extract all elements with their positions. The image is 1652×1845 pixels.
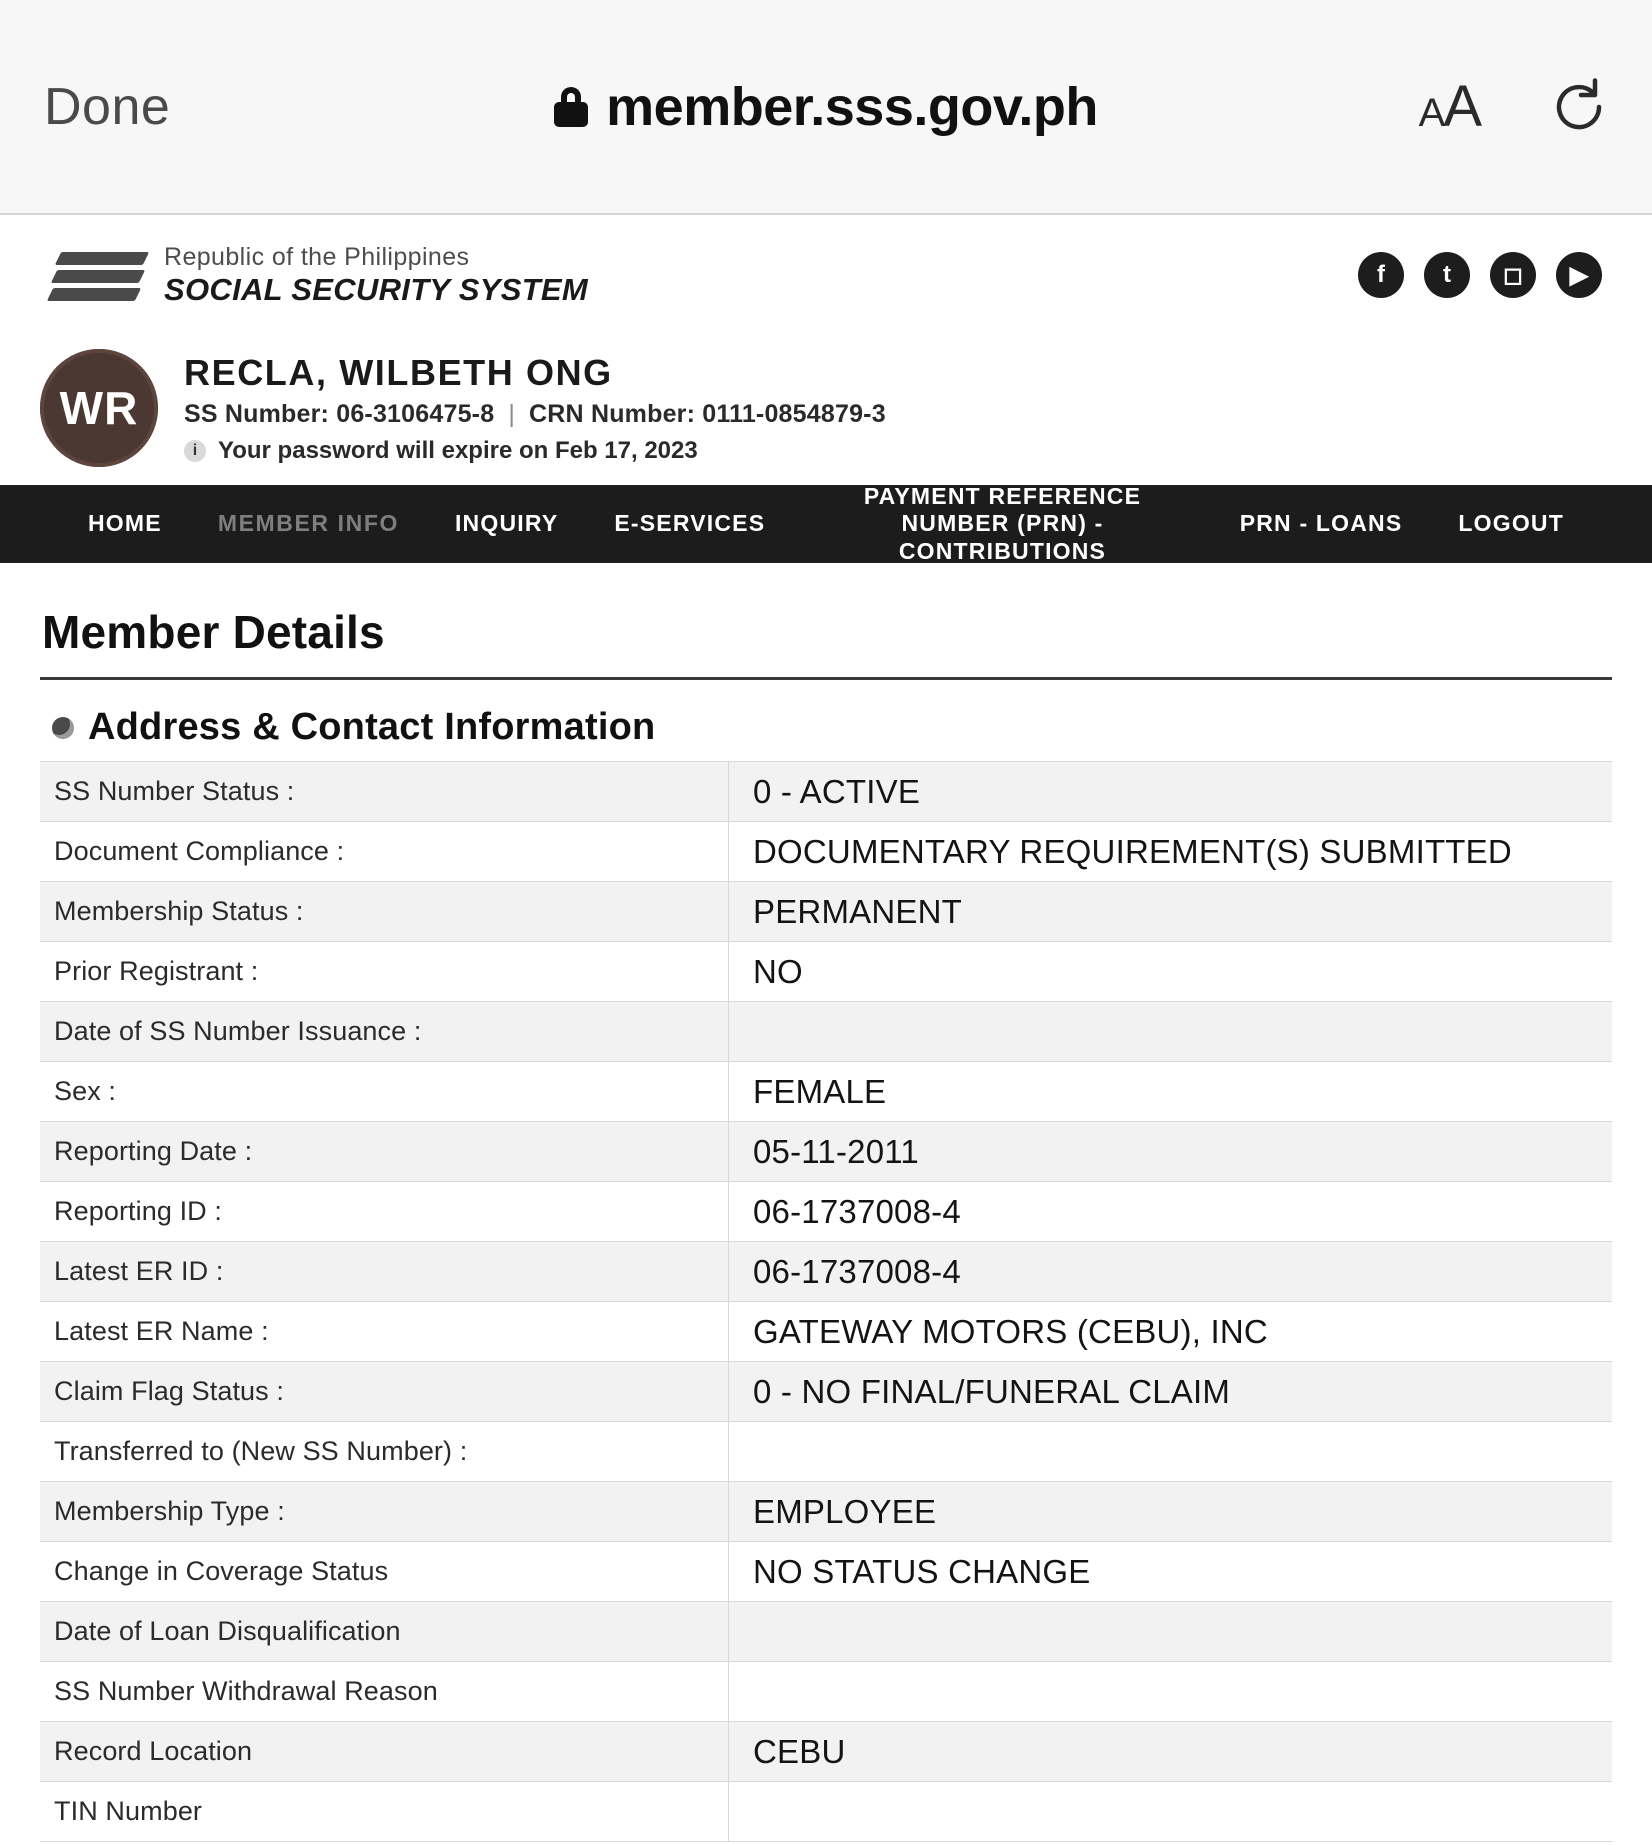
password-expiry-notice — [184, 437, 886, 465]
section-bullet-icon — [52, 717, 74, 739]
member-details-table — [40, 761, 1612, 1842]
detail-label: Claim Flag Status : — [40, 1362, 729, 1422]
detail-label: Latest ER ID : — [40, 1242, 729, 1302]
nav-item-prn-loans[interactable]: PRN - LOANS — [1239, 510, 1403, 537]
toolbar-actions — [1418, 73, 1608, 139]
member-summary — [0, 335, 1652, 485]
table-row — [40, 1662, 1612, 1722]
table-row — [40, 822, 1612, 882]
table-row — [40, 1542, 1612, 1602]
detail-value: EMPLOYEE — [729, 1482, 1613, 1542]
member-name: RECLA, WILBETH ONG — [184, 351, 613, 393]
detail-value: 0 - ACTIVE — [729, 762, 1613, 822]
title-divider — [40, 677, 1612, 680]
social-links — [1358, 252, 1602, 298]
ss-number: SS Number: 06-3106475-8 — [184, 399, 495, 428]
avatar[interactable]: WR — [40, 349, 158, 467]
detail-label: Membership Type : — [40, 1482, 729, 1542]
url-text: member.sss.gov.ph — [606, 76, 1098, 137]
detail-label: Change in Coverage Status — [40, 1542, 729, 1602]
reload-icon[interactable] — [1550, 78, 1608, 136]
detail-label: Membership Status : — [40, 882, 729, 942]
table-row — [40, 1302, 1612, 1362]
section-header — [52, 706, 1612, 749]
text-size-icon[interactable]: A A — [1418, 73, 1480, 139]
nav-item-e-services[interactable]: E-SERVICES — [614, 510, 766, 537]
lock-icon — [554, 87, 588, 127]
table-row — [40, 1182, 1612, 1242]
detail-value — [729, 1782, 1613, 1842]
browser-toolbar — [0, 0, 1652, 215]
page-content — [0, 605, 1652, 1842]
site-header — [0, 215, 1652, 335]
table-row — [40, 1722, 1612, 1782]
agency-name: SOCIAL SECURITY SYSTEM — [164, 271, 589, 307]
nav-item-inquiry[interactable]: INQUIRY — [454, 510, 559, 537]
done-button[interactable]: Done — [44, 77, 171, 136]
detail-value: 0 - NO FINAL/FUNERAL CLAIM — [729, 1362, 1613, 1422]
detail-label: Date of SS Number Issuance : — [40, 1002, 729, 1062]
detail-value — [729, 1662, 1613, 1722]
twitter-icon[interactable]: t — [1424, 252, 1470, 298]
detail-label: Reporting Date : — [40, 1122, 729, 1182]
detail-value: DOCUMENTARY REQUIREMENT(S) SUBMITTED — [729, 822, 1613, 882]
youtube-icon[interactable]: ▶ — [1556, 252, 1602, 298]
info-icon: i — [184, 440, 206, 462]
detail-label: Sex : — [40, 1062, 729, 1122]
detail-label: Record Location — [40, 1722, 729, 1782]
detail-label: Reporting ID : — [40, 1182, 729, 1242]
crn-number: CRN Number: 0111-0854879-3 — [529, 399, 886, 428]
detail-value: NO STATUS CHANGE — [729, 1542, 1613, 1602]
detail-value — [729, 1422, 1613, 1482]
section-title: Address & Contact Information — [88, 706, 656, 748]
detail-value: GATEWAY MOTORS (CEBU), INC — [729, 1302, 1613, 1362]
detail-label: Transferred to (New SS Number) : — [40, 1422, 729, 1482]
detail-value — [729, 1002, 1613, 1062]
site-title-block — [164, 243, 588, 307]
address-bar[interactable] — [0, 73, 1652, 139]
nav-item-logout[interactable]: LOGOUT — [1458, 510, 1564, 537]
nav-item-prn-contributions[interactable]: PAYMENT REFERENCE NUMBER (PRN) - CONTRIBUTIONS — [863, 482, 1142, 564]
member-numbers — [184, 400, 886, 429]
table-row — [40, 1242, 1612, 1302]
detail-label: Latest ER Name : — [40, 1302, 729, 1362]
detail-label: TIN Number — [40, 1782, 729, 1842]
detail-value: 05-11-2011 — [729, 1122, 1613, 1182]
page-title: Member Details — [42, 606, 385, 658]
detail-label: Prior Registrant : — [40, 942, 729, 1002]
table-row — [40, 762, 1612, 822]
table-row — [40, 1422, 1612, 1482]
detail-label: Document Compliance : — [40, 822, 729, 882]
detail-value: PERMANENT — [729, 882, 1613, 942]
sss-logo-icon — [46, 244, 148, 306]
instagram-icon[interactable]: ◻ — [1490, 252, 1536, 298]
republic-line: Republic of the Philippines — [164, 242, 470, 271]
detail-value: 06-1737008-4 — [729, 1182, 1613, 1242]
nav-item-member-info[interactable]: MEMBER INFO — [217, 510, 399, 537]
table-row — [40, 1362, 1612, 1422]
table-row — [40, 1122, 1612, 1182]
table-row — [40, 1482, 1612, 1542]
table-row — [40, 942, 1612, 1002]
detail-value: CEBU — [729, 1722, 1613, 1782]
nav-item-home[interactable]: HOME — [88, 510, 162, 537]
id-divider: | — [508, 399, 516, 428]
table-row — [40, 1602, 1612, 1662]
main-navigation — [0, 482, 1652, 564]
password-expiry-text: Your password will expire on Feb 17, 2023 — [218, 436, 698, 464]
detail-value: NO — [729, 942, 1613, 1002]
table-row — [40, 882, 1612, 942]
member-identity — [184, 352, 886, 465]
table-row — [40, 1002, 1612, 1062]
detail-value: FEMALE — [729, 1062, 1613, 1122]
detail-label: Date of Loan Disqualification — [40, 1602, 729, 1662]
detail-value: 06-1737008-4 — [729, 1242, 1613, 1302]
facebook-icon[interactable]: f — [1358, 252, 1404, 298]
detail-value — [729, 1602, 1613, 1662]
table-row — [40, 1062, 1612, 1122]
detail-label: SS Number Withdrawal Reason — [40, 1662, 729, 1722]
detail-label: SS Number Status : — [40, 762, 729, 822]
table-row — [40, 1782, 1612, 1842]
